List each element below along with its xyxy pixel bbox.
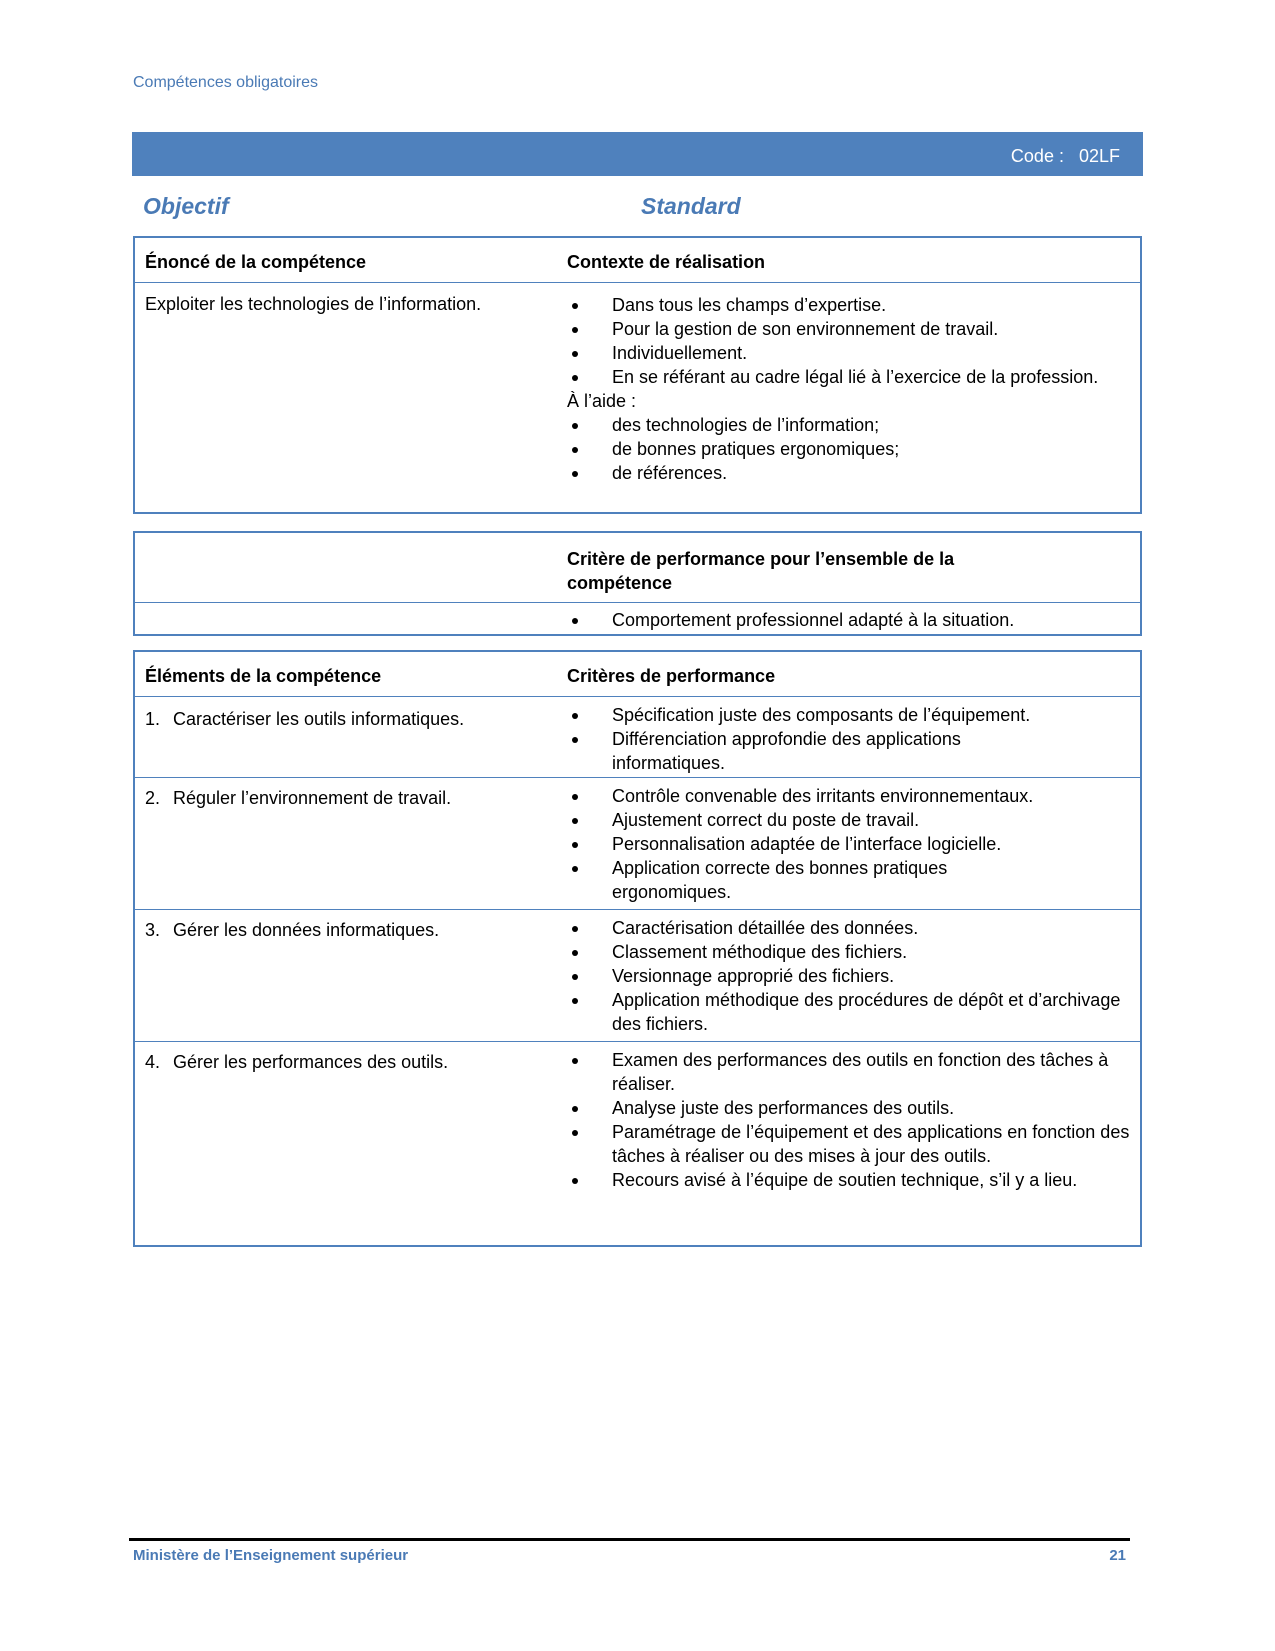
criteria-list	[567, 784, 1127, 904]
list-item: Différenciation approfondie des applications informatiques.	[567, 727, 1052, 775]
section-label: Compétences obligatoires	[133, 74, 318, 91]
objectif-heading: Objectif	[143, 193, 229, 219]
criteria-header: Critères de performance	[567, 666, 776, 686]
table-row	[135, 283, 1140, 513]
criteria-list	[567, 1048, 1130, 1192]
footer-ministry: Ministère de l’Enseignement supérieur	[133, 1547, 409, 1564]
context-list	[567, 293, 1127, 389]
competency-code: Code : 02LF	[1010, 146, 1120, 166]
list-item: Versionnage approprié des fichiers.	[567, 964, 1127, 988]
aide-label: À l’aide :	[567, 391, 637, 411]
list-item: Caractérisation détaillée des données.	[567, 916, 1127, 940]
context-header: Contexte de réalisation	[567, 252, 766, 272]
table-row	[135, 778, 1140, 910]
overall-criterion-header: Critère de performance pour l’ensemble de la compétence	[567, 549, 955, 593]
list-item: Pour la gestion de son environnement de travail.	[567, 317, 1127, 341]
table-row	[135, 1042, 1140, 1247]
table-header-row	[135, 238, 1140, 283]
list-item: de références.	[567, 461, 1127, 485]
element-label: 3. Gérer les données informatiques.	[145, 920, 440, 940]
list-item: Contrôle convenable des irritants environnementaux.	[567, 784, 1127, 808]
statement-context-table	[133, 236, 1142, 514]
footer-divider	[129, 1538, 1130, 1541]
list-item: En se référant au cadre légal lié à l’exercice de la profession.	[567, 365, 1127, 389]
list-item: Individuellement.	[567, 341, 1127, 365]
element-label: 4. Gérer les performances des outils.	[145, 1052, 449, 1072]
criteria-list	[567, 916, 1127, 1036]
statement-header: Énoncé de la compétence	[145, 252, 367, 272]
list-item: Recours avisé à l’équipe de soutien technique, s’il y a lieu.	[567, 1168, 1132, 1192]
list-item: Personnalisation adaptée de l’interface logicielle.	[567, 832, 1127, 856]
page-number: 21	[1109, 1547, 1126, 1564]
list-item: Ajustement correct du poste de travail.	[567, 808, 1127, 832]
elements-header: Éléments de la compétence	[145, 666, 382, 686]
list-item: Spécification juste des composants de l’équipement.	[567, 703, 1127, 727]
list-item: Application correcte des bonnes pratiques ergonomiques.	[567, 856, 1052, 904]
list-item: Analyse juste des performances des outils.	[567, 1096, 1127, 1120]
list-item: Classement méthodique des fichiers.	[567, 940, 1127, 964]
table-row	[135, 697, 1140, 778]
list-item: Paramétrage de l’équipement et des applications en fonction des tâches à réaliser ou des mises à jour des outils.	[567, 1120, 1132, 1168]
table-row	[135, 603, 1140, 635]
table-row	[135, 910, 1140, 1042]
aide-list	[567, 413, 1127, 485]
table-header-row	[135, 652, 1140, 697]
overall-criterion-table	[133, 531, 1142, 636]
list-item: Comportement professionnel adapté à la situation.	[567, 608, 1127, 632]
list-item: de bonnes pratiques ergonomiques;	[567, 437, 1127, 461]
standard-heading: Standard	[641, 193, 741, 219]
element-label: 1. Caractériser les outils informatiques.	[145, 709, 465, 729]
list-item: des technologies de l’information;	[567, 413, 1127, 437]
list-item: Application méthodique des procédures de dépôt et d’archivage des fichiers.	[567, 988, 1132, 1036]
overall-criterion-list	[567, 608, 1127, 632]
table-header-row	[135, 533, 1140, 603]
element-label: 2. Réguler l’environnement de travail.	[145, 788, 452, 808]
list-item: Examen des performances des outils en fonction des tâches à réaliser.	[567, 1048, 1132, 1096]
competency-statement: Exploiter les technologies de l’information.	[145, 294, 482, 314]
list-item: Dans tous les champs d’expertise.	[567, 293, 1127, 317]
elements-criteria-table	[133, 650, 1142, 1247]
code-bar	[132, 132, 1143, 176]
criteria-list	[567, 703, 1127, 775]
